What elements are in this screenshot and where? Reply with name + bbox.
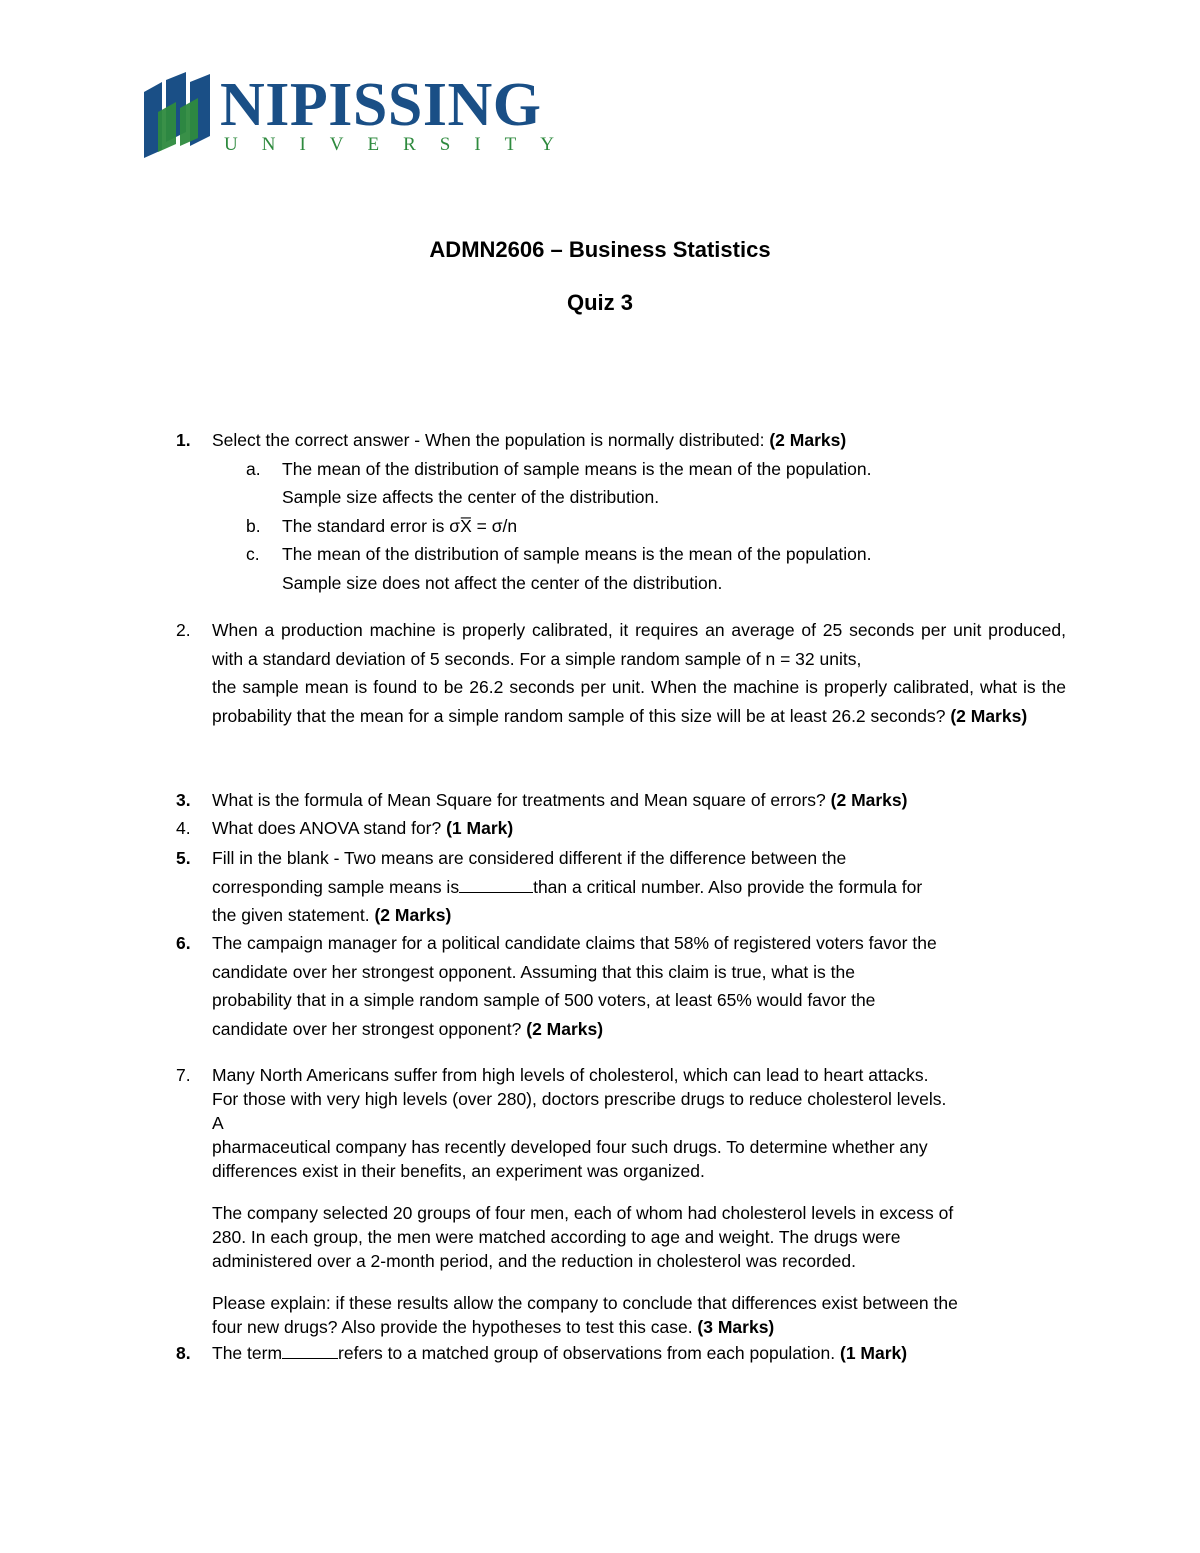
question-number: 5.: [176, 848, 191, 868]
question-text: probability that in a simple random sample of 500 voters, at least 65% would favor the: [212, 990, 876, 1010]
question-marks: (1 Mark): [446, 818, 514, 838]
question-text: Many North Americans suffer from high levels of cholesterol, which can lead to heart attacks.: [212, 1065, 929, 1085]
question-text: administered over a 2-month period, and the reduction in cholesterol was recorded.: [212, 1251, 856, 1271]
question-number: 1.: [176, 430, 191, 450]
question-text: What does ANOVA stand for?: [212, 818, 447, 838]
answer-option-b: [212, 512, 1066, 541]
question-5: [176, 844, 1066, 930]
question-number: 2.: [176, 620, 191, 640]
option-text: Sample size does not affect the center of the distribution.: [282, 572, 723, 593]
question-marks: (2 Marks): [374, 905, 452, 925]
question-8: [176, 1339, 1066, 1368]
option-text: Sample size affects the center of the distribution.: [282, 487, 660, 507]
question-number: 4.: [176, 818, 191, 838]
question-text: A: [212, 1113, 224, 1133]
question-text: than a critical number. Also provide the formula for: [533, 876, 923, 897]
logo-wordmark: NIPISSING: [220, 71, 542, 139]
question-text: The campaign manager for a political candidate claims that 58% of registered voters favor the: [212, 933, 937, 953]
quiz-title: Quiz 3: [566, 290, 633, 315]
option-label: c.: [246, 544, 260, 564]
question-text: 280. In each group, the men were matched according to age and weight. The drugs were: [212, 1227, 901, 1247]
question-marks: (1 Mark): [840, 1343, 908, 1363]
question-text: corresponding sample means is: [212, 876, 460, 897]
question-marks: (2 Marks): [950, 705, 1028, 726]
fill-in-blank: [282, 1341, 338, 1359]
question-number: 6.: [176, 933, 191, 953]
question-text: pharmaceutical company has recently developed four such drugs. To determine whether any: [212, 1137, 928, 1157]
question-1: [176, 426, 1066, 597]
question-6: [176, 929, 1066, 1043]
question-text: For those with very high levels (over 280), doctors prescribe drugs to reduce cholesterol levels.: [212, 1089, 947, 1109]
question-text: refers to a matched group of observations from each population.: [338, 1343, 840, 1363]
question-text: four new drugs? Also provide the hypotheses to test this case.: [212, 1317, 698, 1337]
university-logo: [142, 72, 582, 162]
question-text: The company selected 20 groups of four men, each of whom had cholesterol levels in excess of: [212, 1203, 954, 1223]
option-label: a.: [246, 458, 261, 479]
option-text: The mean of the distribution of sample means is the mean of the population.: [282, 544, 872, 564]
question-marks: (2 Marks): [830, 790, 908, 810]
question-text: candidate over her strongest opponent?: [212, 1018, 527, 1039]
question-text: Select the correct answer - When the population is normally distributed:: [212, 430, 770, 450]
logo-subtitle: UNIVERSITY: [224, 134, 578, 155]
question-4: [176, 814, 1066, 843]
question-text: the sample mean is found to be 26.2 seconds per unit. When the machine is properly calibrated, what is the probability that the mean for a simple random sample of this size will be at least 26.2 seconds?: [212, 677, 1066, 726]
course-title: ADMN2606 – Business Statistics: [429, 237, 771, 262]
question-text: When a production machine is properly calibrated, it requires an average of 25 seconds per unit produced, with a standard deviation of 5 seconds. For a simple random sample of n = 32 units,: [212, 620, 1066, 669]
fill-in-blank: [459, 875, 533, 893]
question-number: 3.: [176, 790, 191, 810]
answer-option-a: [212, 455, 1066, 512]
question-3: [176, 786, 1066, 815]
question-text: candidate over her strongest opponent. Assuming that this claim is true, what is the: [212, 961, 855, 982]
option-text: The standard error is σX̅ = σ/n: [282, 515, 518, 536]
nipissing-logo-mark-icon: [142, 72, 212, 158]
answer-option-c: [212, 540, 1066, 597]
question-7: [176, 1063, 1066, 1339]
question-text: differences exist in their benefits, an experiment was organized.: [212, 1161, 705, 1181]
question-text: Please explain: if these results allow the company to conclude that differences exist between the: [212, 1293, 958, 1313]
question-text: Fill in the blank - Two means are considered different if the difference between the: [212, 848, 847, 868]
question-text: the given statement.: [212, 905, 375, 925]
question-text: What is the formula of Mean Square for treatments and Mean square of errors?: [212, 790, 831, 810]
question-number: 7.: [176, 1065, 191, 1085]
question-marks: (3 Marks): [697, 1317, 775, 1337]
answer-options: [212, 455, 1066, 598]
option-label: b.: [246, 515, 261, 536]
question-text: The term: [212, 1343, 283, 1363]
question-number: 8.: [176, 1343, 191, 1363]
question-2: [176, 616, 1066, 730]
question-marks: (2 Marks): [769, 430, 847, 450]
question-marks: (2 Marks): [526, 1018, 604, 1039]
option-text: The mean of the distribution of sample means is the mean of the population.: [282, 458, 872, 479]
